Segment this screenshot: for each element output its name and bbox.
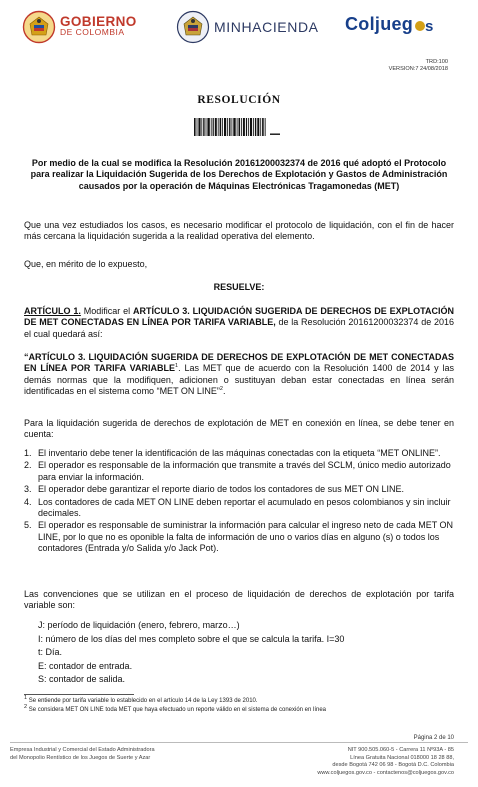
footnote-divider bbox=[24, 694, 134, 695]
articulo-3-text: . Las MET que de acuerdo con la Resolución 1400 de 2014 y las demás normas que la modifiquen, adicionen o sustituyan deban estar conectadas en línea serán identificadas en el sistema como “MET ON LINE” bbox=[24, 363, 454, 397]
footer-entity-line1: Empresa Industrial y Comercial del Estado Administradora bbox=[10, 747, 155, 753]
list-item: t: Día. bbox=[38, 647, 63, 658]
footer-contact-web: www.coljuegos.gov.co - contactenos@coljuegos.gov.co bbox=[317, 769, 454, 776]
list-item: 2. El operador es responsable de la información que transmite a través del SCLM, único medio autorizado para enviar la información. bbox=[24, 460, 451, 482]
colombia-seal-icon bbox=[22, 10, 56, 44]
footnote-ref-2: 2 bbox=[219, 386, 223, 393]
footer-contact bbox=[317, 747, 454, 777]
footnote-2: $^2$ Se considera MET ON LINE toda MET que haya efectuado un reporte válido en el sistema de conexión en línea bbox=[24, 703, 327, 713]
articulo-1-label: ARTÍCULO 1. bbox=[24, 306, 81, 316]
footer-divider bbox=[10, 742, 468, 743]
articulo-3-heading: “ARTÍCULO 3. LIQUIDACIÓN SUGERIDA DE DERECHOS DE EXPLOTACIÓN DE MET CONECTADAS EN LÍNEA POR TARIFA VARIABLE bbox=[24, 352, 454, 374]
coljuegos-label: Coljueg bbox=[345, 14, 414, 34]
coljuegos-logo bbox=[345, 14, 440, 35]
header bbox=[0, 0, 478, 52]
merito-paragraph: Que, en mérito de lo expuesto, bbox=[24, 259, 148, 269]
list-item: I: número de los días del mes completo sobre el que se calcula la tarifa. I=30 bbox=[38, 633, 345, 644]
barcode-icon bbox=[194, 118, 284, 136]
list-item: 1. El inventario debe tener la identificación de las máquinas conectadas con la etiqueta “MET ONLINE”. bbox=[24, 448, 441, 458]
list-item: J: período de liquidación (enero, febrero, marzo…) bbox=[38, 620, 240, 630]
footer-contact-bogota: desde Bogotá 742 06 98 - Bogotá D.C. Colombia bbox=[332, 762, 454, 769]
minhacienda-logo bbox=[176, 10, 319, 44]
list-item: S: contador de salida. bbox=[38, 674, 126, 685]
convenciones-list bbox=[38, 619, 458, 687]
footer-entity-line2: del Monopolio Rentístico de los Juegos de Suerte y Azar bbox=[10, 754, 151, 761]
page-number: Página 2 de 10 bbox=[413, 735, 454, 741]
articulo-1-reference: ARTÍCULO 3. LIQUIDACIÓN SUGERIDA DE DERECHOS DE EXPLOTACIÓN DE MET CONECTADAS EN LÍNEA POR TARIFA VARIABLE, bbox=[24, 306, 454, 328]
version-code: VERSION:7 24/08/2018 bbox=[388, 66, 448, 72]
gobierno-line2: DE COLOMBIA bbox=[60, 27, 125, 37]
footnote-1: $^1$ Se entiende por tarifa variable lo establecido en el artículo 14 de la Ley 1393 de 2010. bbox=[24, 695, 258, 704]
footer-contact-nit: NIT 900.505.060-5 - Carrera 11 Nº93A - 85 bbox=[347, 747, 454, 753]
list-item: 4. Los contadores de cada MET ON LINE deben reportar el acumulado en pesos colombianos y sin incluir decimales. bbox=[24, 496, 451, 519]
list-item: E: contador de entrada. bbox=[38, 660, 133, 671]
gobierno-line1: GOBIERNO bbox=[60, 14, 137, 29]
articulo-1-text-b: de la Resolución 20161200032374 de 2016 el cual quedará así: bbox=[24, 317, 455, 339]
svg-text:s: s bbox=[425, 17, 434, 33]
requirements-list bbox=[24, 448, 454, 556]
coljuegos-mark-icon bbox=[414, 17, 440, 33]
footnotes bbox=[24, 697, 464, 714]
resuelve-heading: RESUELVE: bbox=[213, 282, 265, 292]
articulo-3-end: . bbox=[222, 386, 226, 397]
articulo-1-text-a: Modificar el bbox=[80, 306, 133, 316]
document-control-code bbox=[389, 59, 448, 73]
footer-contact-phone: Línea Gratuita Nacional 018000 18 28 88, bbox=[350, 754, 454, 761]
list-item: 5. El operador es responsable de suministrar la información para calcular el ingreso neto de cada MET ON LINE, por lo que no es oponible la falta de información de uno o varios días en alguno (s) o todos los contadores (Entrada y/o Salida y/o Jack Pot). bbox=[24, 520, 454, 554]
articulo-3-paragraph bbox=[24, 352, 454, 398]
liquidacion-paragraph: Para la liquidación sugerida de derechos de explotación de MET en conexión en línea, se debe tener en cuenta: bbox=[24, 418, 454, 440]
convenciones-paragraph: Las convenciones que se utilizan en el proceso de liquidación de derechos de explotación por tarifa variable son: bbox=[24, 589, 454, 611]
footer-entity bbox=[10, 747, 155, 762]
considerando-paragraph: Que una vez estudiados los casos, es necesario modificar el protocolo de liquidación, con el fin de hacer más cercana la liquidación sugerida a la realidad operativa del elemento. bbox=[24, 220, 454, 242]
trd-code: TRD:100 bbox=[425, 59, 448, 65]
gobierno-logo bbox=[22, 10, 137, 44]
footnote-ref-1: 1 bbox=[175, 363, 179, 370]
colombia-seal-icon bbox=[176, 10, 210, 44]
list-item: 3. El operador debe garantizar el reporte diario de todos los contadores de sus MET ON LINE. bbox=[24, 484, 405, 495]
resolution-subject: Por medio de la cual se modifica la Resolución 20161200032374 de 2016 qué adoptó el Protocolo para realizar la Liquidación Sugerida de los Derechos de Explotación y Gastos de Administración causados por la operación de Máquinas Electrónicas Tragamonedas (MET) bbox=[30, 158, 448, 191]
minhacienda-label: MINHACIENDA bbox=[214, 19, 319, 35]
articulo-1-paragraph bbox=[24, 306, 454, 340]
document-title: RESOLUCIÓN bbox=[197, 94, 281, 106]
